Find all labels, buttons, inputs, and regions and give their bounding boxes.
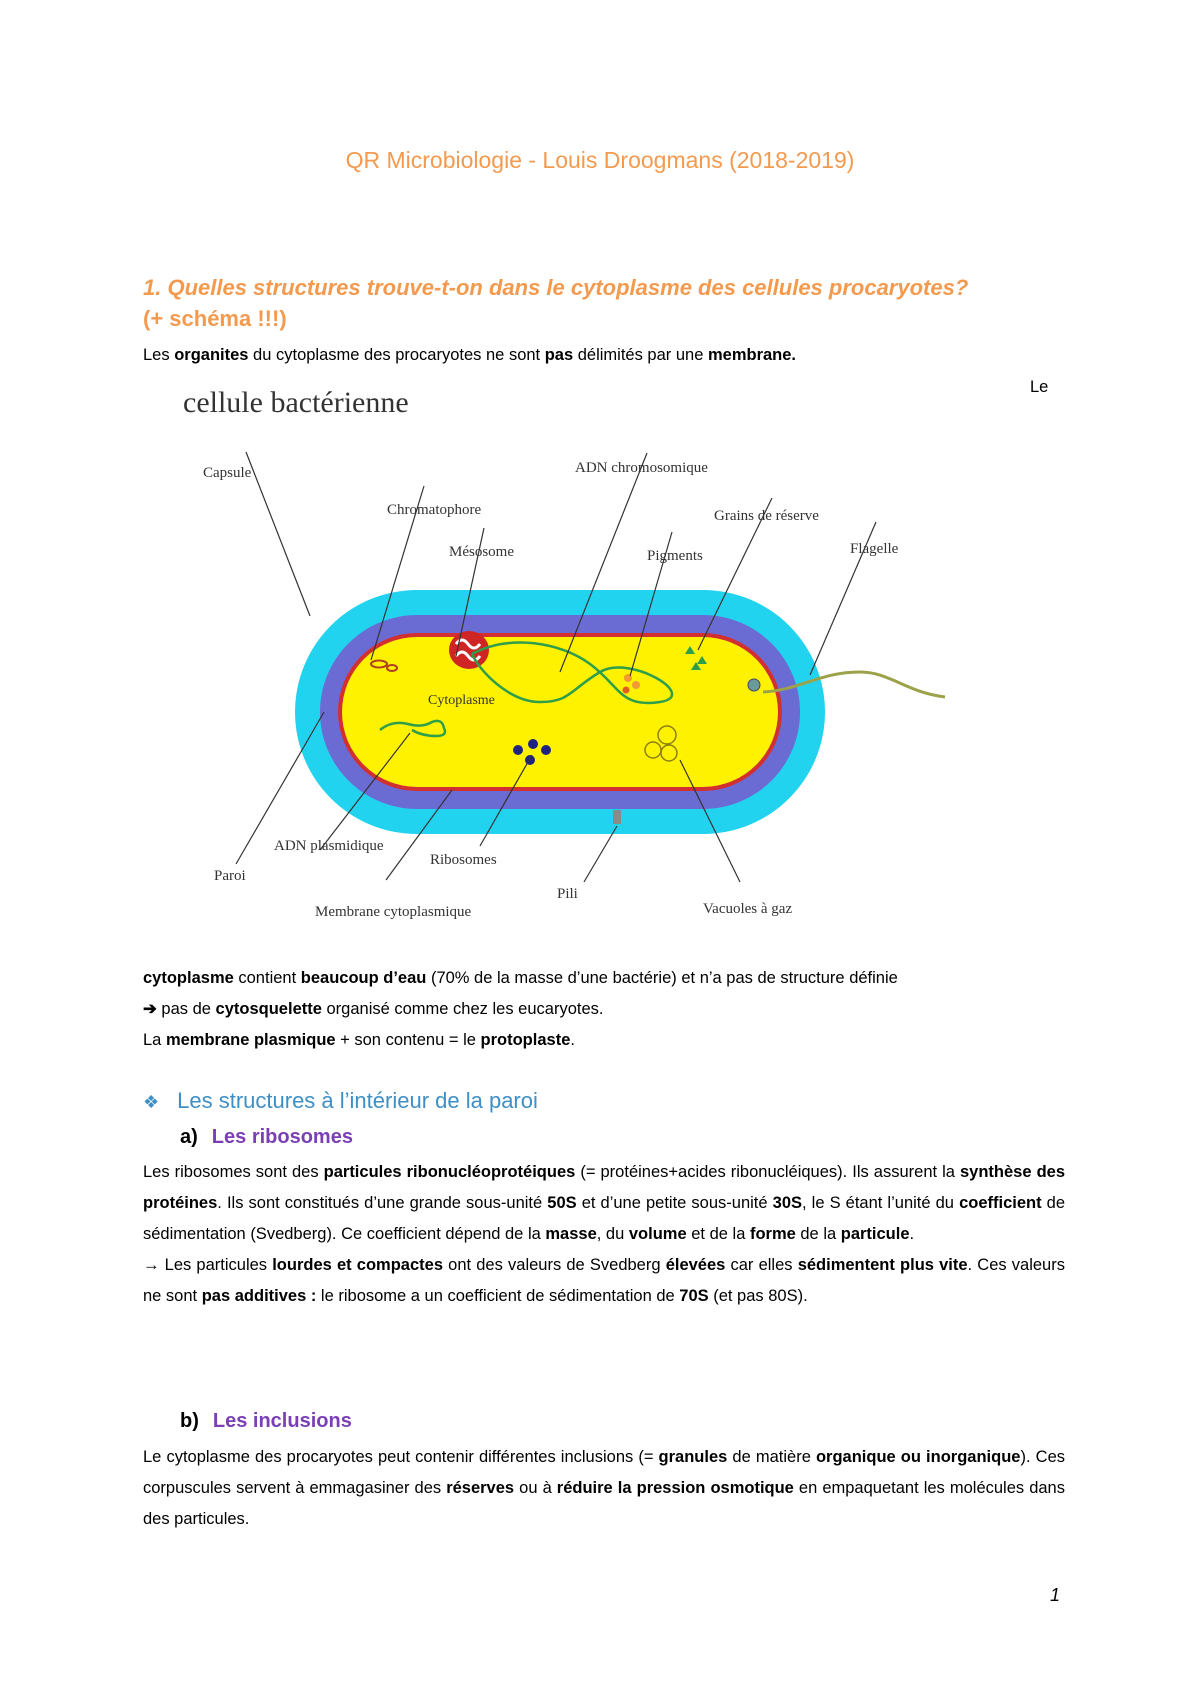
label-grains-de-reserve: Grains de réserve: [714, 508, 819, 524]
ribosomes-paragraph: Les ribosomes sont des particules ribonucléoprotéiques (= protéines+acides ribonucléiques). Ils assurent la synthèse des protéines. Ils sont constitués d’une grande sous-unité 50S et d’une petite sous-unité 30S, le S étant l’unité du coefficient de sédimentation (Svedberg). Ce coefficient dépend de la masse, du volume et de la forme de la particule. → Les particules lourdes et compactes ont des valeurs de Svedberg élevées car elles sédimentent plus vite. Ces valeurs ne sont pas additives : le ribosome a un coefficient de sédimentation de 70S (et pas 80S).: [143, 1163, 1066, 1305]
label-mesosome: Mésosome: [449, 544, 514, 560]
cytoplasm-area: [342, 637, 778, 787]
label-cytoplasme: Cytoplasme: [428, 693, 495, 708]
intro-paragraph: Les organites du cytoplasme des procaryotes ne sont pas délimités par une membrane.: [143, 346, 797, 364]
page-title: QR Microbiologie - Louis Droogmans (2018-2019): [345, 147, 855, 173]
question-subtitle: (+ schéma !!!): [143, 306, 287, 331]
label-flagelle: Flagelle: [850, 541, 899, 557]
pili-shape: [613, 810, 621, 824]
section-heading: ❖ Les structures à l’intérieur de la paroi: [143, 1088, 538, 1113]
label-ribosomes: Ribosomes: [430, 852, 497, 868]
label-pigments: Pigments: [647, 548, 703, 564]
ribosome-shape: [513, 745, 523, 755]
diamond-bullet-icon: ❖: [143, 1092, 160, 1112]
subheading-inclusions: b) Les inclusions: [180, 1410, 352, 1432]
cytoplasm-paragraph: cytoplasme contient beaucoup d’eau (70% de la masse d’une bactérie) et n’a pas de structure définie ➔ pas de cytosquelette organisé comme chez les eucaryotes. La membrane plasmique + son contenu = le protoplaste.: [143, 969, 898, 1049]
label-pili: Pili: [557, 886, 578, 902]
subheading-ribosomes: a) Les ribosomes: [180, 1126, 353, 1148]
label-membrane-cytoplasmique: Membrane cytoplasmique: [315, 904, 472, 920]
label-adn-plasmidique: ADN plasmidique: [274, 838, 384, 854]
label-adn-chromosomique: ADN chromosomique: [575, 460, 708, 476]
inclusions-paragraph: Le cytoplasme des procaryotes peut contenir différentes inclusions (= granules de matière organique ou inorganique). Ces corpuscules servent à emmagasiner des réserves ou à réduire la pression osmotique en empaquetant les molécules dans des particules.: [143, 1448, 1065, 1528]
diagram-title: cellule bactérienne: [183, 386, 409, 419]
label-chromatophore: Chromatophore: [387, 502, 482, 518]
flagellum-base: [748, 679, 760, 691]
page-number: 1: [1050, 1585, 1061, 1605]
label-paroi: Paroi: [214, 868, 246, 884]
question-title: 1. Quelles structures trouve-t-on dans le cytoplasme des cellules procaryotes?: [143, 275, 969, 300]
label-capsule: Capsule: [203, 465, 252, 481]
bacterial-cell-diagram: [160, 372, 980, 932]
continuation-word: Le: [1030, 378, 1049, 396]
label-vacuoles-a-gaz: Vacuoles à gaz: [703, 901, 793, 917]
